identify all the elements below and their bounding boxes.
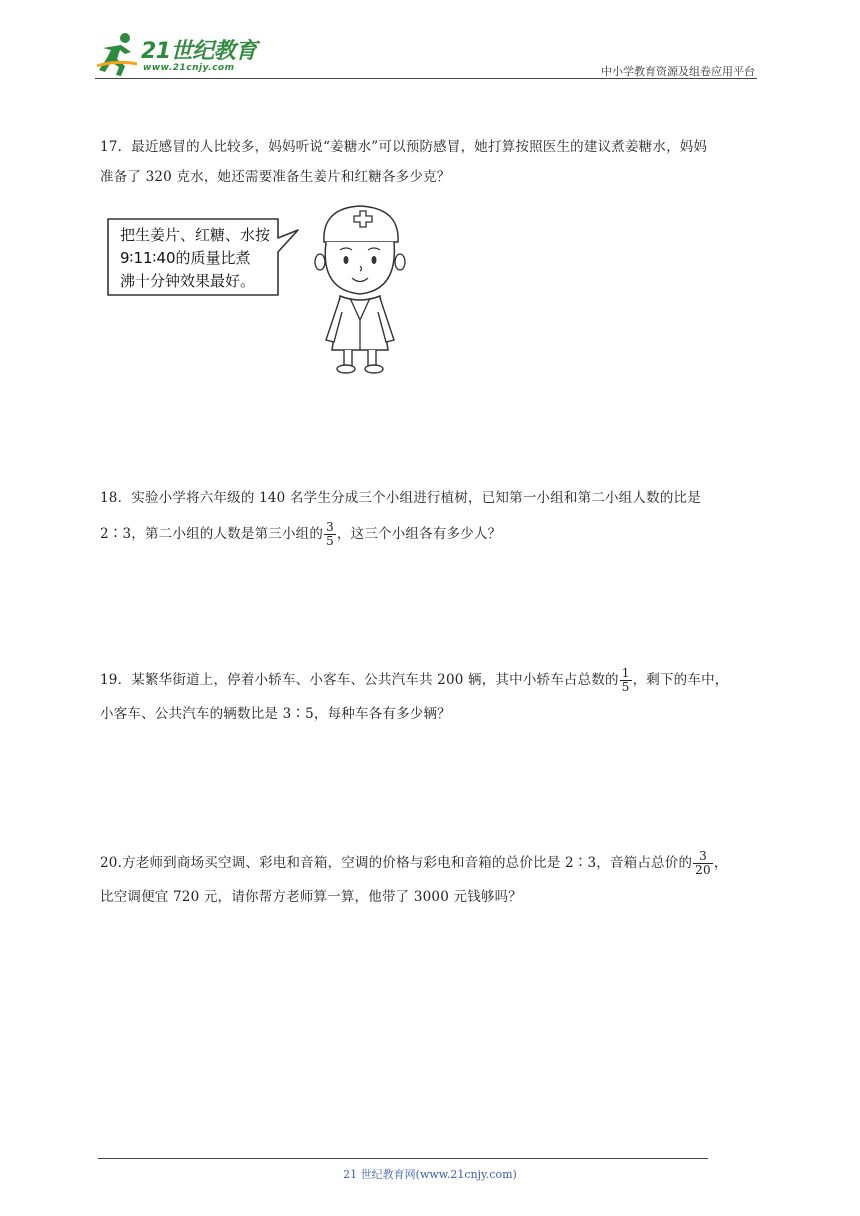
fraction [693, 850, 713, 877]
fraction [620, 667, 632, 694]
page-header [95, 30, 757, 80]
fraction [324, 521, 336, 548]
question-text: 比空调便宜 720 元，请你帮方老师算一算，他带了 3000 元钱够吗？ [100, 889, 522, 905]
question-number: 17． [100, 139, 132, 155]
question-20 [100, 848, 760, 912]
question-text: ， [713, 855, 728, 871]
fraction-denominator: 20 [695, 863, 711, 877]
question-text: 准备了 320 克水，她还需要准备生姜片和红糖各多少克？ [100, 169, 451, 185]
fraction-numerator: 1 [621, 666, 630, 680]
running-man-icon [95, 30, 141, 78]
platform-title: 中小学教育资源及组卷应用平台 [601, 65, 755, 78]
question-text: 最近感冒的人比较多，妈妈听说“姜糖水”可以预防感冒，她打算按照医生的建议煮姜糖水，妈妈 [131, 139, 708, 155]
speech-bubble-text [120, 224, 290, 293]
question-text: 2∶3，第二小组的人数是第三小组的 [100, 526, 324, 542]
header-divider [95, 78, 757, 79]
fraction-denominator: 5 [326, 534, 334, 548]
question-17 [100, 132, 760, 192]
question-text: ，剩下的车中， [632, 672, 729, 688]
fraction-numerator: 3 [693, 850, 713, 864]
footer-divider [98, 1158, 708, 1159]
bubble-line: 9∶11∶40的质量比煮 [120, 249, 251, 267]
doctor-illustration [310, 200, 410, 375]
question-text: 某繁华街道上，停着小轿车、小客车、公共汽车共 200 辆，其中小轿车占总数的 [131, 672, 619, 688]
question-text: 实验小学将六年级的 140 名学生分成三个小组进行植树，已知第一小组和第二小组人数的比是 [131, 490, 701, 506]
question-number: 20. [100, 855, 123, 871]
fraction-denominator: 5 [621, 680, 630, 694]
question-text: 方老师到商场买空调、彩电和音箱，空调的价格与彩电和音箱的总价比是 2∶3，音箱占总价的 [122, 855, 693, 871]
question-18 [100, 483, 760, 549]
logo-url: www.21cnjy.com [143, 63, 235, 73]
site-logo [95, 30, 265, 78]
question-19 [100, 665, 760, 729]
question-text: 小客车、公共汽车的辆数比是 3∶5，每种车各有多少辆？ [100, 706, 451, 722]
question-number: 19． [100, 672, 132, 688]
question-number: 18． [100, 490, 132, 506]
question-text: ，这三个小组各有多少人？ [336, 526, 502, 542]
bubble-line: 把生姜片、红糖、水按 [120, 226, 271, 244]
bubble-line: 沸十分钟效果最好。 [120, 272, 256, 290]
page-footer: 21 世纪教育网(www.21cnjy.com) [343, 1168, 517, 1181]
fraction-numerator: 3 [326, 520, 334, 534]
logo-text: 21世纪教育 [141, 39, 257, 64]
